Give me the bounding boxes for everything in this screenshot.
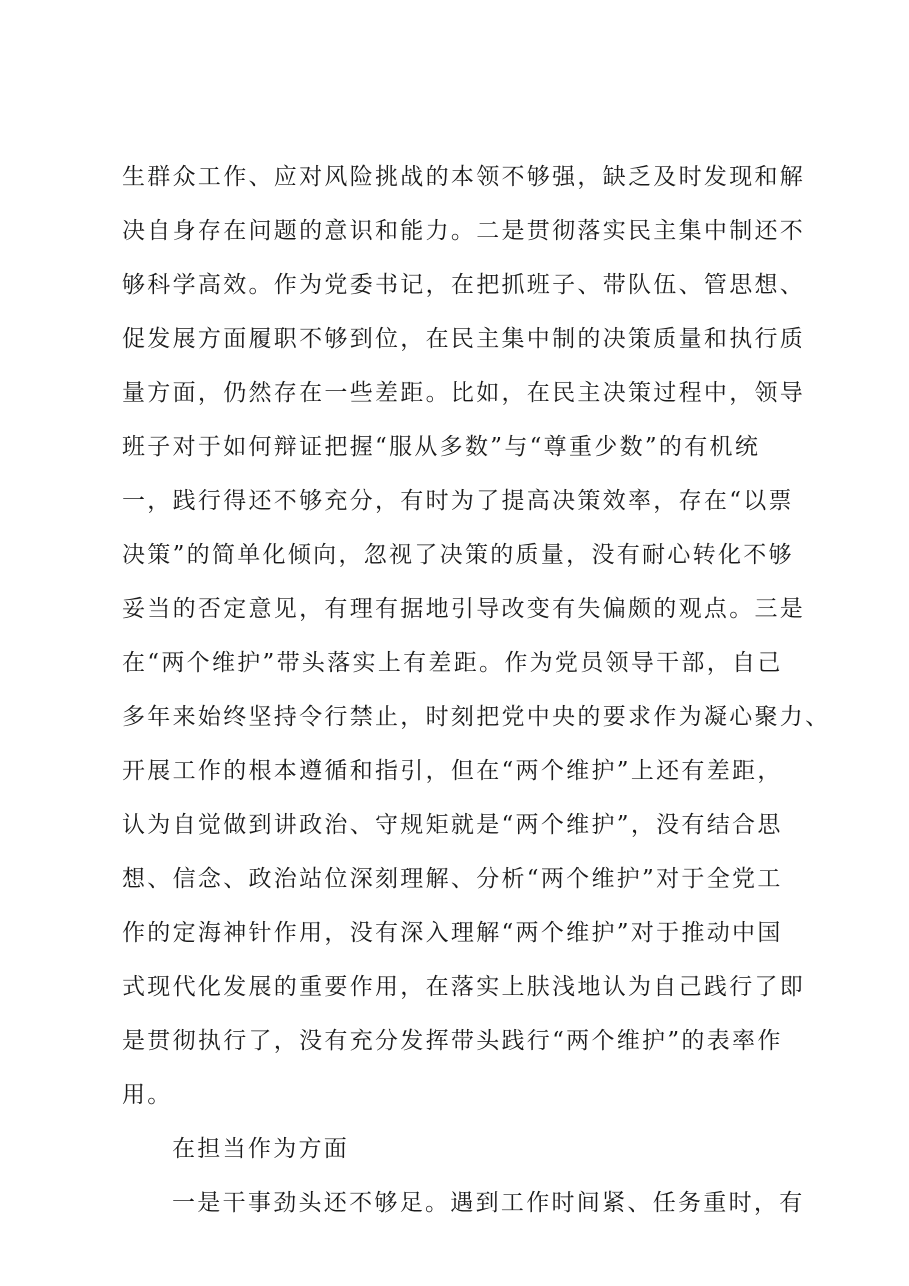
paragraph-line: 在“两个维护”带头落实上有差距。作为党员领导干部，自己 (122, 650, 783, 676)
paragraph-line: 一，践行得还不够充分，有时为了提高决策效率，存在“以票 (122, 488, 794, 514)
paragraph-line: 班子对于如何辩证把握“服从多数”与“尊重少数”的有机统 (122, 434, 761, 460)
paragraph-line: 想、信念、政治站位深刻理解、分析“两个维护”对于全党工 (122, 866, 783, 892)
paragraph-line: 量方面，仍然存在一些差距。比如，在民主决策过程中，领导 (122, 380, 806, 406)
paragraph-line: 妥当的否定意见，有理有据地引导改变有失偏颇的观点。三是 (122, 596, 806, 622)
paragraph-line: 认为自觉做到讲政治、守规矩就是“两个维护”，没有结合思 (122, 812, 783, 838)
paragraph-line: 是贯彻执行了，没有充分发挥带头践行“两个维护”的表率作 (122, 1028, 783, 1054)
paragraph-line: 决策”的简单化倾向，忽视了决策的质量，没有耐心转化不够 (122, 542, 794, 568)
paragraph-line: 够科学高效。作为党委书记，在把抓班子、带队伍、管思想、 (122, 272, 806, 298)
paragraph-line: 促发展方面履职不够到位，在民主集中制的决策质量和执行质 (122, 326, 806, 352)
paragraph-line: 用。 (122, 1082, 173, 1108)
paragraph-line: 决自身存在问题的意识和能力。二是贯彻落实民主集中制还不 (122, 218, 806, 244)
paragraph-line: 作的定海神针作用，没有深入理解“两个维护”对于推动中国 (122, 920, 783, 946)
section-heading: 在担当作为方面 (172, 1136, 350, 1162)
paragraph-line: 一是干事劲头还不够足。遇到工作时间紧、任务重时，有 (172, 1190, 805, 1216)
paragraph-line: 生群众工作、应对风险挑战的本领不够强，缺乏及时发现和解 (122, 164, 806, 190)
paragraph-line: 多年来始终坚持令行禁止，时刻把党中央的要求作为凝心聚力、 (122, 704, 831, 730)
paragraph-line: 式现代化发展的重要作用，在落实上肤浅地认为自己践行了即 (122, 974, 806, 1000)
paragraph-line: 开展工作的根本遵循和指引，但在“两个维护”上还有差距， (122, 758, 783, 784)
